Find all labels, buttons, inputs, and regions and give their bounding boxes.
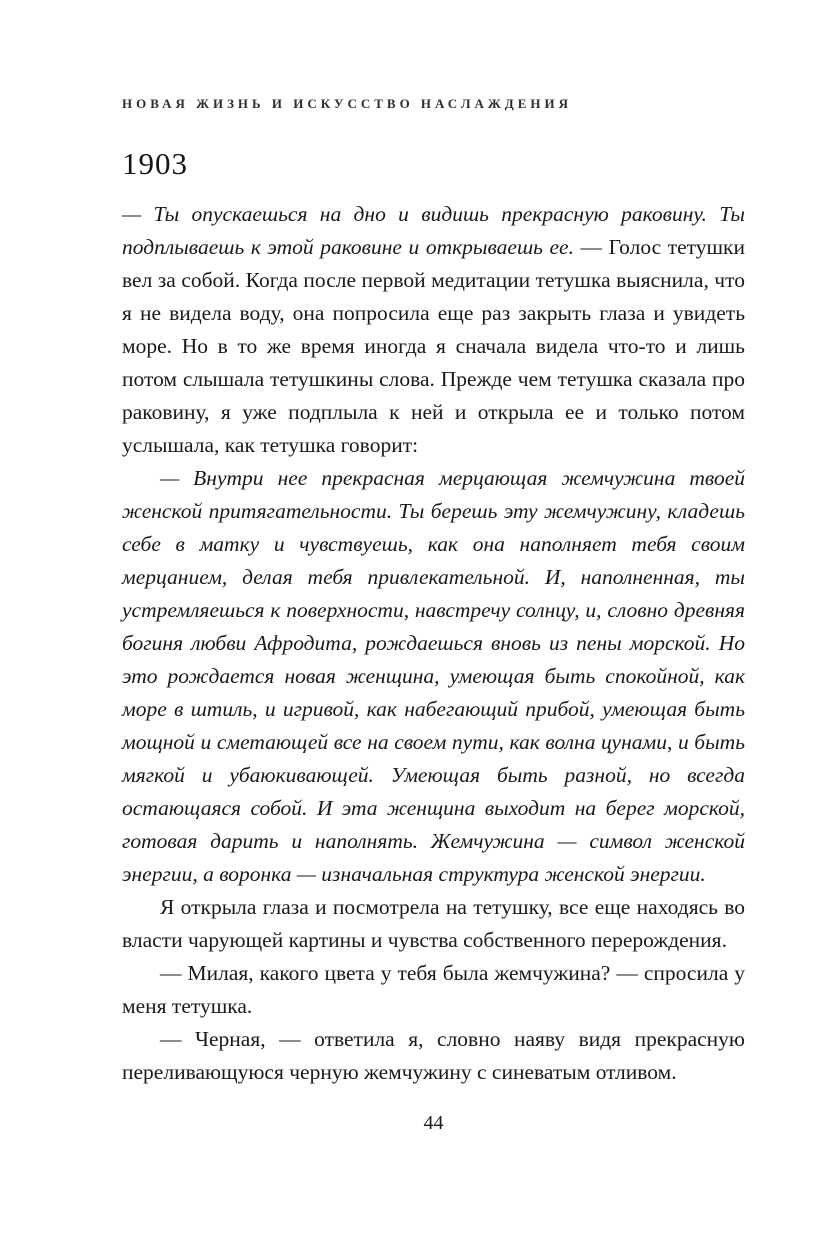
paragraph (122, 462, 745, 891)
text-segment: — Ты опускаешься на дно и видишь прекрасную раковину. Ты подплываешь к этой раковине и открываешь ее. (122, 202, 745, 259)
paragraph (122, 957, 745, 1023)
paragraph (122, 198, 745, 462)
text-segment: — Милая, какого цвета у тебя была жемчужина? — спросила у меня тетушка. (122, 961, 745, 1018)
text-segment: Я открыла глаза и посмотрела на тетушку, все еще находясь во власти чарующей картины и чувства собственного перерождения. (122, 895, 745, 952)
paragraph (122, 1023, 745, 1089)
page-number: 44 (423, 1112, 444, 1134)
running-header: НОВАЯ ЖИЗНЬ И ИСКУССТВО НАСЛАЖДЕНИЯ (122, 96, 573, 111)
text-segment: — Внутри нее прекрасная мерцающая жемчужина твоей женской притягательности. Ты берешь эту жемчужину, кладешь себе в матку и чувствуешь, как она наполняет тебя своим мерцанием, делая тебя привлекательной. И, наполненная, ты устремляешься к поверхности, навстречу солнцу, и, словно древняя богиня любви Афродита, рождаешься вновь из пены морской. Но это рождается новая женщина, умеющая быть спокойной, как море в штиль, и игривой, как набегающий прибой, умеющая быть мощной и сметающей все на своем пути, как волна цунами, и быть мягкой и убаюкивающей. Умеющая быть разной, но всегда остающаяся собой. И эта женщина выходит на берег морской, готовая дарить и наполнять. Жемчужина — символ женской энергии, а воронка — изначальная структура женской энергии. (122, 466, 745, 886)
text-segment: — Черная, — ответила я, словно наяву видя прекрасную переливающуюся черную жемчужину с синеватым отливом. (122, 1027, 745, 1084)
paragraph (122, 891, 745, 957)
text-segment: — Голос тетушки вел за собой. Когда после первой медитации тетушка выяснила, что я не видела воду, она попросила еще раз закрыть глаза и увидеть море. Но в то же время иногда я сначала видела что-то и лишь потом слышала тетушкины слова. Прежде чем тетушка сказала про раковину, я уже подплыла к ней и открыла ее и только потом услышала, как тетушка говорит: (122, 235, 745, 457)
body-text (122, 198, 745, 1089)
year-heading: 1903 (122, 146, 188, 181)
